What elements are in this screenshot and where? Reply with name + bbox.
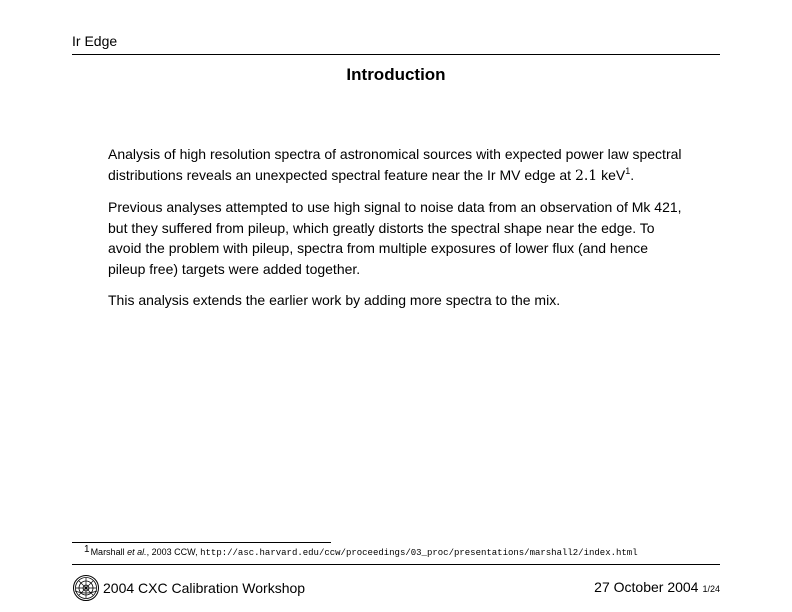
footer-right [594, 579, 720, 595]
cxc-logo-icon [72, 574, 100, 602]
paragraph-3: This analysis extends the earlier work by adding more spectra to the mix. [108, 292, 561, 308]
footnote-mark: 1 [84, 544, 90, 555]
paragraph-1-end: . [630, 166, 635, 183]
header-divider [72, 54, 720, 55]
energy-unit: keV [597, 166, 626, 183]
footnote-url-link[interactable]: http://asc.harvard.edu/ccw/proceedings/03_proc/presentations/marshall2/index.html [200, 548, 638, 558]
page-number: 1/24 [702, 584, 720, 594]
energy-value: 2.1 [574, 167, 598, 184]
slide-title: Introduction [346, 65, 446, 84]
slide-body [108, 144, 688, 322]
footer-left [72, 574, 305, 602]
footnote-author: Marshall [90, 547, 128, 557]
footnote [84, 544, 638, 558]
section-title: Ir Edge [72, 33, 118, 49]
paragraph-2: Previous analyses attempted to use high signal to noise data from an observation of Mk 421, but they suffered from pileup, which greatly distorts the spectral shape near the edge. To avoid the problem with pileup, spectra from multiple exposures of lower flux (and hence pileup free) targets were added together. [108, 199, 682, 277]
footnote-etal: et al. [127, 547, 147, 557]
paragraph-1 [108, 144, 688, 186]
footer-divider [72, 564, 720, 565]
footnote-divider [72, 542, 331, 543]
footer-date: 27 October 2004 [594, 579, 699, 595]
paragraph-1-text: Analysis of high resolution spectra of astronomical sources with expected power law spectral distributions reveals an unexpected spectral feature near the Ir MV edge at [108, 146, 682, 183]
footnote-citation: , 2003 CCW, [146, 547, 201, 557]
footer-event: 2004 CXC Calibration Workshop [103, 580, 306, 596]
footnote-reference[interactable]: 1 [625, 165, 631, 176]
